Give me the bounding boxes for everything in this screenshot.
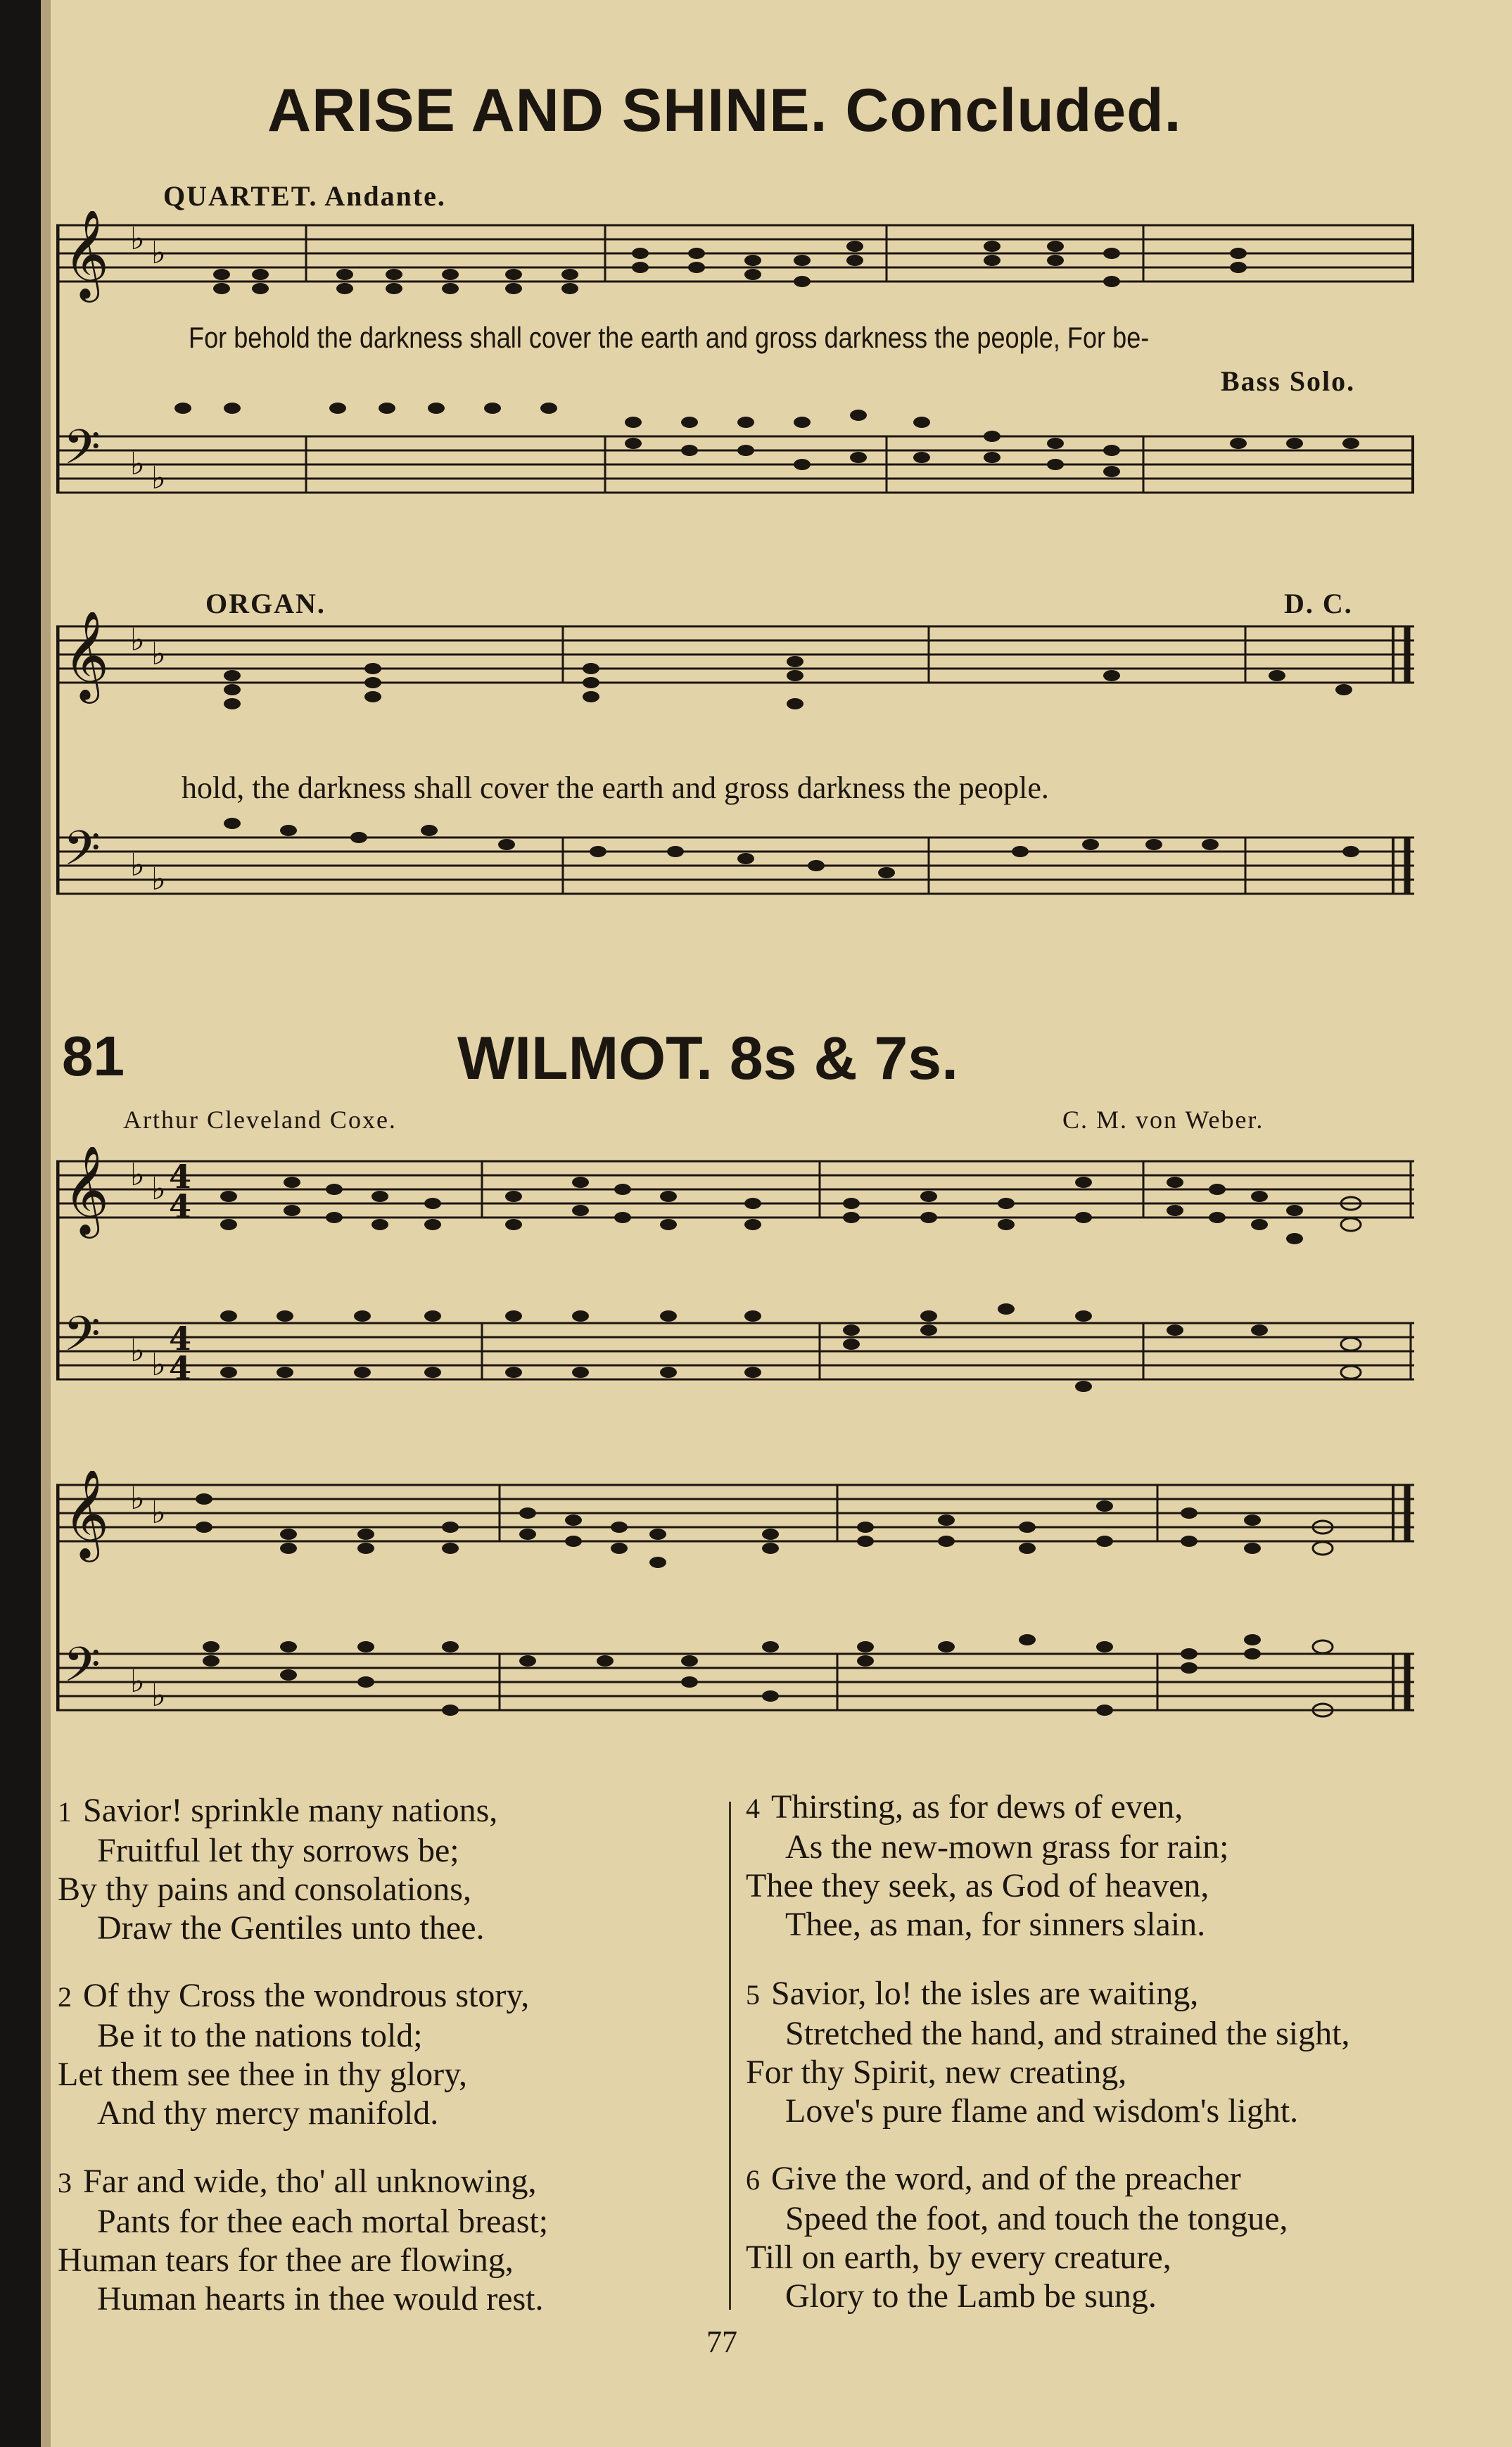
verse-line: By thy pains and consolations, <box>58 1871 471 1908</box>
book-spine <box>0 0 41 2447</box>
svg-text:♭: ♭ <box>130 221 145 257</box>
svg-text:♭: ♭ <box>130 1157 145 1193</box>
verse-line: Savior! sprinkle many nations, <box>83 1792 498 1829</box>
verse-line: For thy Spirit, new creating, <box>746 2054 1127 2091</box>
svg-text:𝄞: 𝄞 <box>63 612 110 700</box>
lyric-line-1: For behold the darkness shall cover the earth and gross darkness the people, For be- <box>189 321 1150 354</box>
verse-3 <box>58 2162 719 2318</box>
verse-2 <box>58 1976 719 2132</box>
dc-label: D. C. <box>1284 588 1353 619</box>
verse-line: Stretched the hand, and strained the sight, <box>785 2015 1350 2052</box>
verse-line: Far and wide, tho' all unknowing, <box>83 2163 537 2200</box>
svg-text:♭: ♭ <box>151 460 166 496</box>
svg-text:𝄞: 𝄞 <box>63 1147 110 1234</box>
svg-text:♭: ♭ <box>151 235 166 271</box>
hymn-composer: C. M. von Weber. <box>1062 1106 1264 1134</box>
quartet-label: QUARTET. Andante. <box>163 180 446 212</box>
verse-line: As the new-mown grass for rain; <box>785 1828 1229 1866</box>
page-number: 77 <box>706 2325 737 2359</box>
spine-shadow <box>41 0 51 2447</box>
svg-text:𝄢: 𝄢 <box>63 1638 101 1705</box>
svg-text:♭: ♭ <box>151 1171 166 1207</box>
quartet-system <box>56 211 1421 521</box>
svg-text:𝄢: 𝄢 <box>63 420 101 487</box>
verse-line: Be it to the nations told; <box>97 2017 423 2054</box>
organ-label: ORGAN. <box>205 588 326 619</box>
svg-text:♭: ♭ <box>130 847 145 883</box>
verse-line: Speed the foot, and touch the tongue, <box>785 2200 1288 2237</box>
verse-6 <box>746 2159 1407 2315</box>
svg-text:♭: ♭ <box>130 446 145 482</box>
verse-line: Glory to the Lamb be sung. <box>785 2277 1157 2315</box>
section-title: ARISE AND SHINE. Concluded. <box>267 77 1182 144</box>
verse-1 <box>58 1791 719 1947</box>
svg-text:𝄢: 𝄢 <box>63 821 101 888</box>
hymn-number: 81 <box>62 1025 125 1087</box>
verse-5 <box>746 1974 1407 2130</box>
hymn-system-2 <box>56 1471 1421 1781</box>
verse-line: Of thy Cross the wondrous story, <box>83 1977 530 2014</box>
svg-text:𝄢: 𝄢 <box>63 1307 101 1374</box>
verse-line: And thy mercy manifold. <box>97 2094 439 2132</box>
svg-text:4: 4 <box>169 1187 192 1225</box>
svg-text:♭: ♭ <box>130 1664 145 1700</box>
svg-text:♭: ♭ <box>151 1495 166 1531</box>
svg-text:𝄞: 𝄞 <box>63 1471 110 1558</box>
verse-number: 2 <box>58 1981 72 2013</box>
verse-line: Love's pure flame and wisdom's light. <box>785 2092 1299 2130</box>
verse-line: Pants for thee each mortal breast; <box>97 2203 549 2240</box>
verse-line: Give the word, and of the preacher <box>771 2160 1241 2197</box>
hymn-author: Arthur Cleveland Coxe. <box>123 1106 397 1134</box>
verse-line: Thirsting, as for dews of even, <box>771 1788 1183 1826</box>
svg-text:4: 4 <box>169 1320 192 1358</box>
bass-solo-label: Bass Solo. <box>1221 365 1356 397</box>
verse-line: Human tears for thee are flowing, <box>58 2241 514 2279</box>
verse-line: Human hearts in thee would rest. <box>97 2280 544 2318</box>
svg-text:♭: ♭ <box>151 1678 166 1714</box>
verse-line: Thee they seek, as God of heaven, <box>746 1867 1209 1904</box>
verse-number: 4 <box>746 1792 760 1824</box>
svg-text:4: 4 <box>169 1349 192 1387</box>
hymn-title: WILMOT. 8s & 7s. <box>457 1025 959 1092</box>
verse-line: Savior, lo! the isles are waiting, <box>771 1975 1199 2012</box>
verse-number: 3 <box>58 2167 72 2199</box>
hymn-system-1 <box>56 1147 1421 1436</box>
column-divider <box>729 1802 731 2310</box>
svg-text:♭: ♭ <box>151 1347 166 1383</box>
verse-number: 1 <box>58 1796 72 1828</box>
svg-text:♭: ♭ <box>151 861 166 897</box>
verse-number: 5 <box>746 1979 760 2011</box>
verse-number: 6 <box>746 2164 760 2196</box>
svg-text:♭: ♭ <box>151 636 166 672</box>
svg-text:4: 4 <box>169 1158 192 1196</box>
verse-4 <box>746 1788 1407 1944</box>
svg-text:♭: ♭ <box>130 1333 145 1369</box>
lyric-line-2: hold, the darkness shall cover the earth and gross darkness the people. <box>182 771 1049 805</box>
verse-line: Let them see thee in thy glory, <box>58 2056 468 2093</box>
svg-text:♭: ♭ <box>130 1481 145 1517</box>
verse-line: Thee, as man, for sinners slain. <box>785 1906 1206 1943</box>
svg-text:𝄞: 𝄞 <box>63 211 110 298</box>
verse-line: Till on earth, by every creature, <box>746 2239 1171 2276</box>
svg-text:♭: ♭ <box>130 622 145 658</box>
verse-line: Draw the Gentiles unto thee. <box>97 1909 485 1947</box>
verse-line: Fruitful let thy sorrows be; <box>97 1832 459 1869</box>
